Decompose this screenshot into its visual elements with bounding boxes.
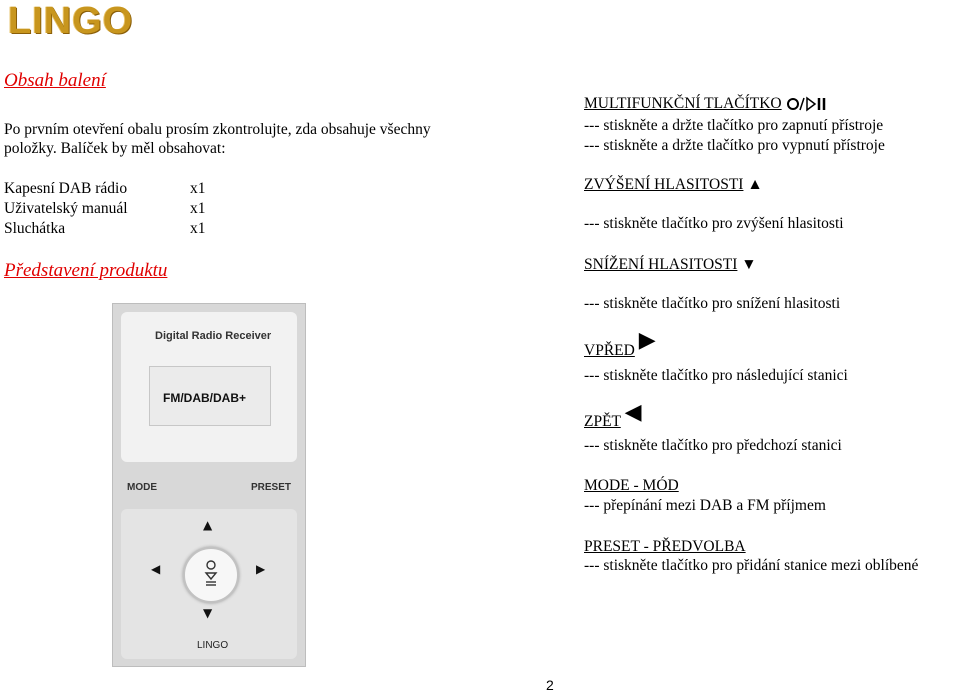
down-arrow-icon: ▼	[741, 256, 757, 273]
device-left-arrow-icon: ◀	[151, 562, 161, 576]
device-mode-label: MODE	[127, 482, 157, 493]
device-band-label: FM/DAB/DAB+	[163, 391, 246, 405]
radio-device-image	[112, 303, 306, 667]
prev-arrow-icon: ◀	[624, 399, 642, 424]
intro-text-line1: Po prvním otevření obalu prosím zkontrolujte, zda obsahuje všechny	[4, 121, 431, 138]
next-arrow-icon: ▶	[638, 327, 656, 352]
list-item-name: Uživatelský manuál	[4, 200, 128, 217]
volume-down-section	[584, 255, 757, 275]
mode-line1: --- přepínání mezi DAB a FM příjmem	[584, 497, 826, 514]
prev-section	[584, 399, 642, 432]
next-line1: --- stiskněte tlačítko pro následující stanici	[584, 367, 848, 384]
mode-title: MODE - MÓD	[584, 477, 679, 494]
prev-line1: --- stiskněte tlačítko pro předchozí stanici	[584, 437, 842, 454]
list-item-qty: x1	[190, 200, 206, 217]
multi-button-line2: --- stiskněte a držte tlačítko pro vypnutí přístroje	[584, 137, 885, 154]
prev-title: ZPĚT	[584, 413, 621, 430]
list-item-qty: x1	[190, 180, 206, 197]
device-preset-label: PRESET	[251, 482, 292, 493]
list-item-name: Kapesní DAB rádio	[4, 180, 128, 197]
up-arrow-icon: ▲	[747, 176, 763, 193]
package-contents-heading: Obsah balení	[4, 70, 106, 91]
list-item-name: Sluchátka	[4, 220, 66, 237]
volume-up-title: ZVÝŠENÍ HLASITOSTI	[584, 176, 744, 193]
volume-up-section	[584, 175, 763, 195]
list-item-qty: x1	[190, 220, 206, 237]
power-play-pause-icon	[786, 96, 830, 112]
device-multifunction-button	[183, 547, 239, 603]
device-down-arrow-icon: ▼	[203, 606, 213, 620]
device-up-arrow-icon: ▲	[203, 518, 213, 532]
preset-title: PRESET - PŘEDVOLBA	[584, 538, 746, 555]
volume-down-line1: --- stiskněte tlačítko pro snížení hlasitosti	[584, 295, 841, 312]
preset-line1: --- stiskněte tlačítko pro přidání stanice mezi oblíbené	[584, 557, 919, 574]
device-title-label: Digital Radio Receiver	[155, 330, 272, 342]
next-title: VPŘED	[584, 342, 635, 359]
brand-logo: LINGO	[8, 0, 134, 42]
volume-up-line1: --- stiskněte tlačítko pro zvýšení hlasitosti	[584, 215, 844, 232]
intro-text-line2: položky. Balíček by měl obsahovat:	[4, 140, 226, 157]
product-intro-heading: Představení produktu	[4, 260, 168, 281]
page-number: 2	[546, 677, 554, 693]
device-brand-logo: LINGO	[197, 640, 229, 651]
volume-down-title: SNÍŽENÍ HLASITOSTI	[584, 256, 738, 273]
next-section	[584, 327, 656, 361]
multi-button-title: MULTIFUNKČNÍ TLAČÍTKO	[584, 95, 782, 112]
multi-button-line1: --- stiskněte a držte tlačítko pro zapnutí přístroje	[584, 117, 884, 134]
multi-button-section	[584, 94, 830, 114]
power-play-pause-icon	[185, 549, 237, 601]
device-right-arrow-icon: ▶	[256, 562, 266, 576]
